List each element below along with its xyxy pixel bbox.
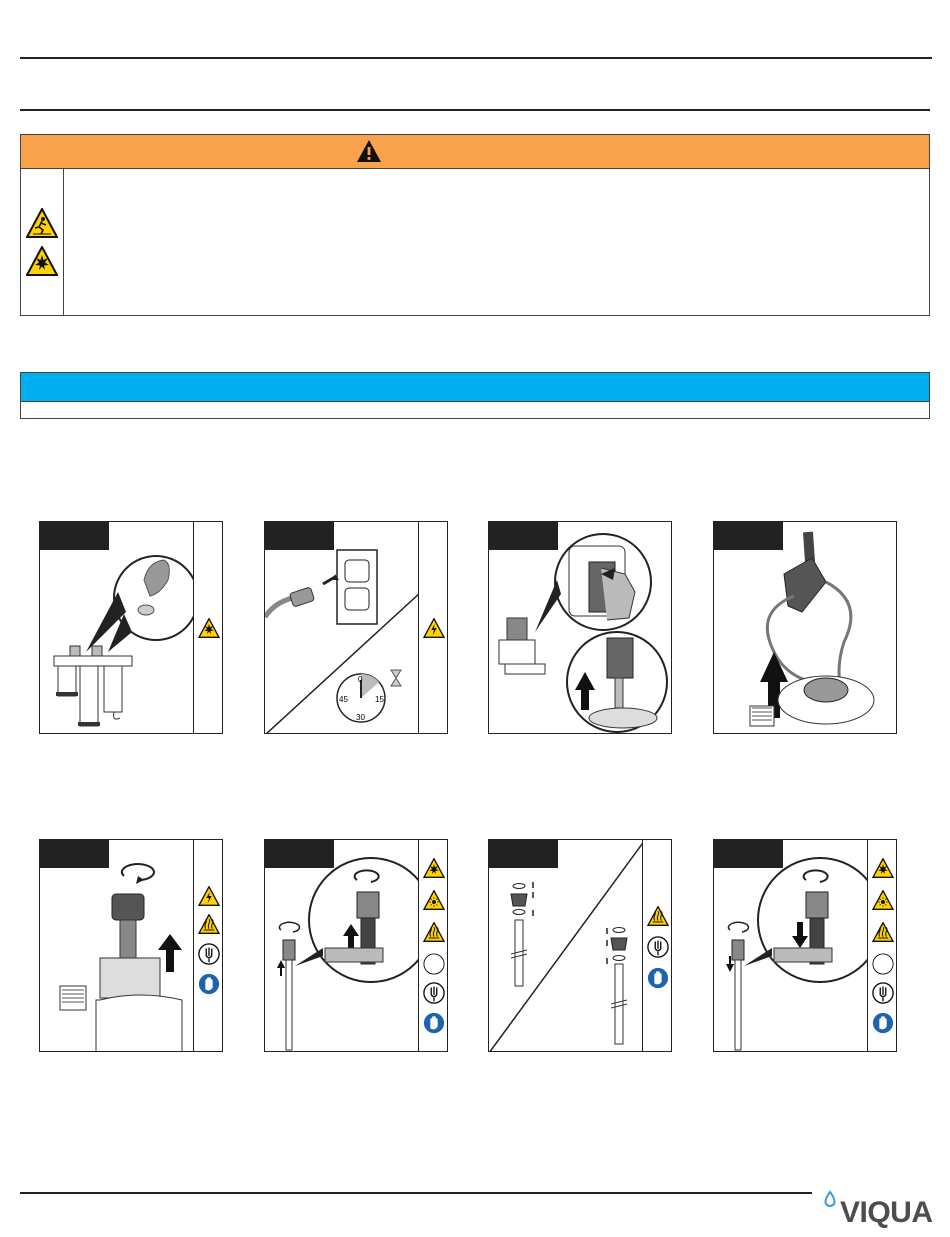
explosion-hazard-icon bbox=[198, 618, 220, 638]
hot-surface-icon bbox=[198, 914, 220, 934]
step-8-tag bbox=[714, 840, 783, 868]
install-lamp-illustration bbox=[714, 840, 870, 1052]
wear-gloves-icon bbox=[872, 1012, 894, 1034]
step-8-icon-column bbox=[867, 840, 896, 1051]
wear-gloves-icon bbox=[198, 973, 220, 995]
step-2-tag bbox=[265, 522, 334, 550]
header-rule-bottom bbox=[20, 109, 930, 111]
step-8-panel bbox=[713, 839, 897, 1052]
electrical-hazard-icon bbox=[198, 886, 220, 906]
explosion-hazard-icon bbox=[872, 858, 894, 878]
step-2-icon-column bbox=[418, 522, 447, 733]
step-1-icon-column bbox=[193, 522, 222, 733]
o-ring-assembly-illustration bbox=[489, 840, 645, 1052]
step-1-tag bbox=[40, 522, 109, 550]
step-4-panel bbox=[713, 521, 897, 734]
step-6-icon-column bbox=[418, 840, 447, 1051]
step-7-icon-column bbox=[642, 840, 671, 1051]
lift-connector-illustration bbox=[714, 522, 897, 734]
step-5-icon-column bbox=[193, 840, 222, 1051]
unplug-and-wait-illustration bbox=[265, 522, 421, 734]
electrical-hazard-icon bbox=[423, 618, 445, 638]
hot-surface-icon bbox=[647, 906, 669, 926]
step-6-panel bbox=[264, 839, 448, 1052]
timer-label-0: 0 bbox=[358, 675, 363, 684]
blank-circle-icon bbox=[872, 953, 894, 975]
explosion-hazard-icon bbox=[26, 246, 58, 276]
uv-hazard-icon bbox=[423, 890, 445, 910]
no-bare-hands-icon bbox=[198, 943, 220, 965]
step-5-panel bbox=[39, 839, 223, 1052]
slip-hazard-icon bbox=[26, 208, 58, 238]
hot-surface-icon bbox=[423, 922, 445, 942]
warning-header bbox=[21, 135, 929, 169]
timer-label-15: 15 bbox=[375, 695, 384, 704]
timer-label-45: 45 bbox=[339, 695, 348, 704]
water-drop-icon bbox=[822, 1190, 838, 1210]
notice-header bbox=[21, 373, 929, 402]
no-bare-hands-icon bbox=[872, 982, 894, 1004]
explosion-hazard-icon bbox=[423, 858, 445, 878]
remove-lamp-illustration bbox=[265, 840, 421, 1052]
uv-hazard-icon bbox=[872, 890, 894, 910]
viqua-logo bbox=[820, 1188, 940, 1232]
blank-circle-icon bbox=[423, 953, 445, 975]
notice-box bbox=[20, 372, 930, 419]
no-bare-hands-icon bbox=[647, 936, 669, 958]
logo-text: VIQUA bbox=[840, 1196, 933, 1229]
hourglass-icon bbox=[391, 670, 401, 686]
step-6-tag bbox=[265, 840, 334, 868]
header-rule-top bbox=[20, 57, 932, 59]
warning-triangle-icon bbox=[356, 139, 382, 163]
close-inlet-valve-illustration bbox=[40, 522, 196, 734]
unscrew-sleeve-illustration bbox=[40, 840, 196, 1052]
warning-icon-column bbox=[21, 168, 64, 315]
wear-gloves-icon bbox=[647, 967, 669, 989]
remove-lamp-connector-illustration bbox=[489, 522, 672, 734]
footer-rule bbox=[20, 1192, 812, 1194]
timer-label-30: 30 bbox=[356, 713, 365, 722]
step-3-tag bbox=[489, 522, 558, 550]
hot-surface-icon bbox=[872, 922, 894, 942]
no-bare-hands-icon bbox=[423, 982, 445, 1004]
step-1-panel bbox=[39, 521, 223, 734]
step-7-tag bbox=[489, 840, 558, 868]
wear-gloves-icon bbox=[423, 1012, 445, 1034]
step-4-tag bbox=[714, 522, 783, 550]
step-2-panel bbox=[264, 521, 448, 734]
step-5-tag bbox=[40, 840, 109, 868]
warning-box bbox=[20, 134, 930, 316]
step-3-panel bbox=[488, 521, 672, 734]
step-7-panel bbox=[488, 839, 672, 1052]
